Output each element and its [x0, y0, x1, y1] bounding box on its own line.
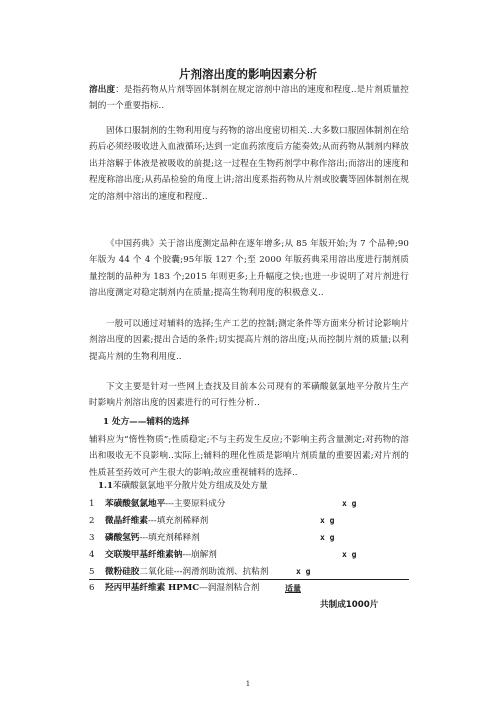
formula-number: 4: [89, 550, 95, 560]
formula-name: 磷酸氢钙: [105, 533, 140, 543]
page-number: 1: [245, 680, 251, 688]
formula-desc: ---主要原料成分: [165, 499, 226, 509]
definition-term: 溶出度: [89, 85, 116, 95]
section-number: 1.1: [98, 481, 113, 491]
formula-number: 5: [89, 567, 95, 577]
formula-number: 6: [89, 583, 95, 593]
formula-name: 微粉硅胶: [105, 567, 140, 577]
formula-row: [89, 547, 409, 563]
formula-name: 苯磺酸氨氯地平: [105, 499, 166, 509]
formula-row: [89, 580, 409, 596]
paragraph-pharmacopoeia: 《中国药典》关于溶出度测定品种在逐年增多;从 85 年版开始;为 7 个品种;90 年版为 44 个 4 个胶囊;95年版 127 个;至 2000 年版药典采用溶出度进行制剂质量控制的品种为 183 个;2015 年则更多;上升幅度之快;也进一步说明了对片剂进行溶出度测定对稳定制剂内在质量;提高生物利用度的积极意义..: [89, 239, 409, 299]
formula-name: 微晶纤维素: [105, 516, 148, 526]
formula-desc: 二氧化硅---润滑剂助流剂、抗粘剂: [139, 567, 269, 577]
paragraph-excipients: 辅料应为“惰性物质”;性质稳定;不与主药发生反应;不影响主药含量测定;对药物的溶出和吸收无不良影响..实际上;辅料的理化性质是影响片剂质量的重要因素;对片剂的性质甚至药效可产生很大的影响;故应重视辅料的选择..: [89, 435, 409, 478]
formula-number: 2: [89, 516, 95, 526]
formula-amount: x g: [342, 550, 357, 559]
formula-name: 交联羧甲基纤维素钠: [105, 550, 183, 560]
formula-number: 3: [89, 533, 95, 543]
formula-amount: x g: [320, 516, 335, 525]
formula-row: [89, 530, 409, 546]
paragraph-definition: [89, 82, 409, 115]
formula-amount: 适量: [285, 583, 301, 593]
formula-name: 羟丙甲基纤维素 HPMC: [105, 583, 200, 593]
formula-row: [89, 496, 409, 512]
formula-row: [89, 564, 409, 580]
formula-desc: ---填充剂稀释剂: [139, 533, 200, 543]
formula-desc: ---崩解剂: [182, 550, 217, 560]
paragraph-bioavailability: 固体口服制剂的生物利用度与药物的溶出度密切相关..大多数口服固体制剂在给药后必须经吸收进入血液循环;达到一定血药浓度后方能奏效;从而药物从制剂内释放出并溶解于体液是被吸收的前提;这一过程在生物药剂学中称作溶出;而溶出的速度和程度称溶出度;从药品检验的角度上讲;溶出度系指药物从片剂或胶囊等固体制剂在规定的溶剂中溶出的速度和程度..: [89, 126, 409, 202]
section-title: 苯磺酸氨氯地平分散片处方组成及处方量: [112, 481, 268, 491]
formula-number: 1: [89, 499, 95, 509]
paragraph-scope: 下文主要是针对一些网上查找及目前本公司现有的苯磺酸氨氯地平分散片生产时影响片剂溶出度的因素进行的可行性分析..: [89, 382, 409, 409]
batch-total: 共制成1000片: [320, 600, 379, 610]
formula-amount: x g: [296, 567, 311, 576]
formula-desc: ---填充剂稀释剂: [147, 516, 209, 526]
formula-amount: x g: [342, 499, 357, 508]
formula-row: [89, 513, 409, 529]
section-heading-1: 1 处方——辅料的选择: [103, 417, 190, 427]
paragraph-factors: 一般可以通过对辅料的选择;生产工艺的控制;测定条件等方面来分析讨论影响片剂溶出度的因素;提出合适的条件;切实提高片剂的溶出度;从而控制片剂的质量;以利提高片剂的生物利用度..: [89, 319, 409, 362]
definition-text: ：是指药物从片剂等固体制剂在规定溶剂中溶出的速度和程度..是片剂质量控制的一个重要指标..: [89, 85, 409, 112]
section-heading-1-1: [98, 478, 268, 494]
formula-desc: ---润湿剂粘合剂: [199, 583, 260, 593]
formula-amount: x g: [320, 533, 335, 542]
document-title: 片剂溶出度的影响因素分析: [179, 67, 317, 81]
